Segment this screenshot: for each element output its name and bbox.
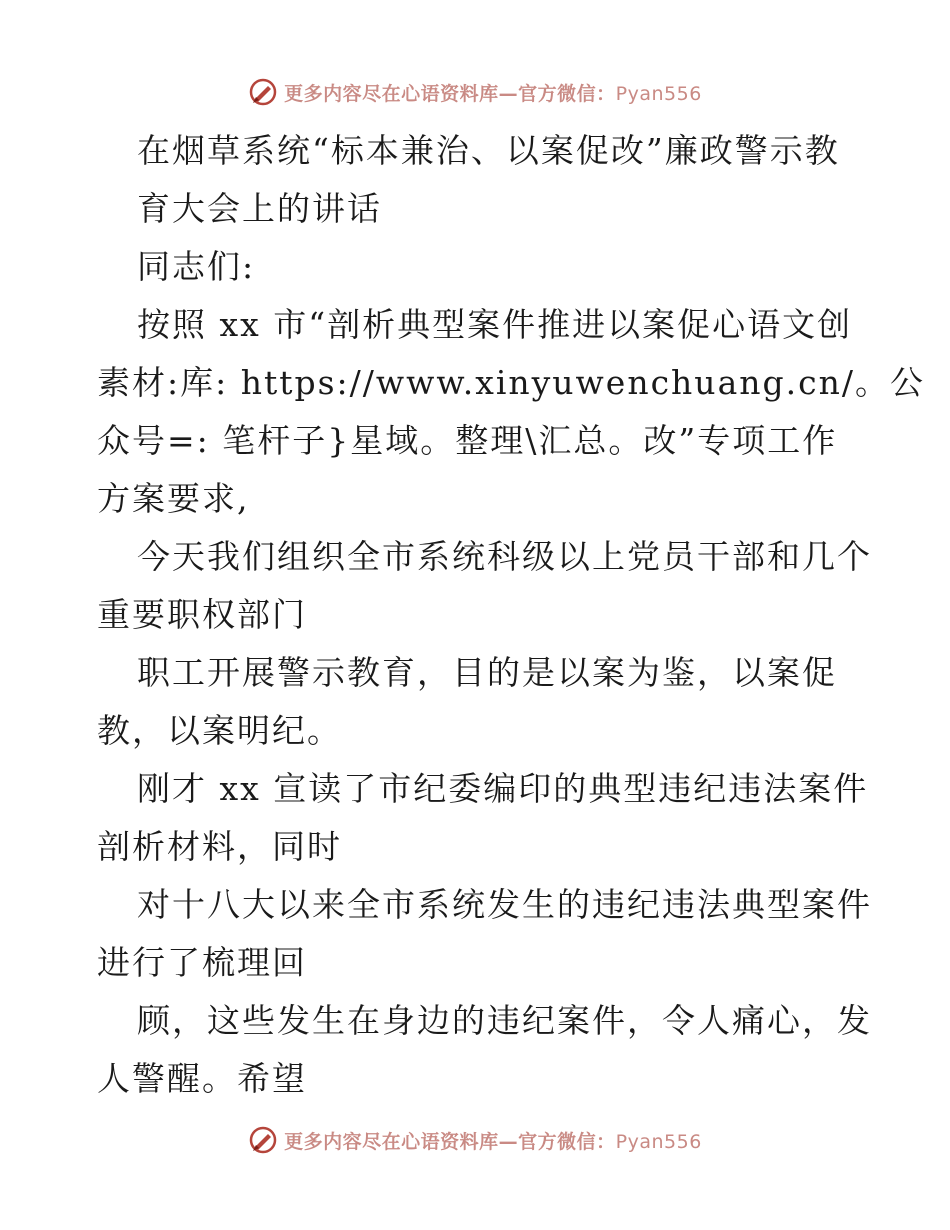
text-line: 剖析材料，同时: [97, 827, 342, 866]
watermark-wechat-id: Pyan556: [615, 82, 702, 105]
text-line: 人警醒。希望: [97, 1059, 307, 1098]
text-line: 按照 xx 市“剖析典型案件推进以案促心语文创: [137, 305, 853, 344]
text-line: 对十八大以来全市系统发生的违纪违法典型案件: [137, 885, 872, 924]
text-line: 同志们:: [137, 247, 256, 286]
text-line: 在烟草系统“标本兼治、以案促改”廉政警示教: [137, 131, 840, 170]
document-body: [97, 122, 925, 1108]
watermark-wechat-id: Pyan556: [615, 1130, 702, 1153]
text-line: 职工开展警示教育，目的是以案为鉴，以案促: [137, 653, 837, 692]
pen-logo-icon: [248, 1125, 278, 1155]
text-line: 方案要求,: [97, 479, 250, 518]
text-line: 重要职权部门: [97, 595, 307, 634]
text-line: 顾，这些发生在身边的违纪案件，令人痛心，发: [137, 1001, 872, 1040]
text-line: 育大会上的讲话: [137, 189, 382, 228]
footer-watermark: [0, 1120, 950, 1160]
text-line: 进行了梳理回: [97, 943, 307, 982]
text-line: 众号=: 笔杆子}星域。整理\汇总。改”专项工作: [97, 421, 838, 460]
text-line: 今天我们组织全市系统科级以上党员干部和几个: [137, 537, 872, 576]
text-line: 素材:库: https://www.xinyuwenchuang.cn/。公: [97, 363, 925, 402]
text-line: 教，以案明纪。: [97, 711, 342, 750]
header-watermark: [0, 72, 950, 112]
watermark-text: 更多内容尽在心语资料库—官方微信：Pyan556: [284, 82, 702, 105]
watermark-text: 更多内容尽在心语资料库—官方微信：Pyan556: [284, 1130, 702, 1153]
pen-logo-icon: [248, 77, 278, 107]
text-line: 刚才 xx 宣读了市纪委编印的典型违纪违法案件: [137, 769, 869, 808]
